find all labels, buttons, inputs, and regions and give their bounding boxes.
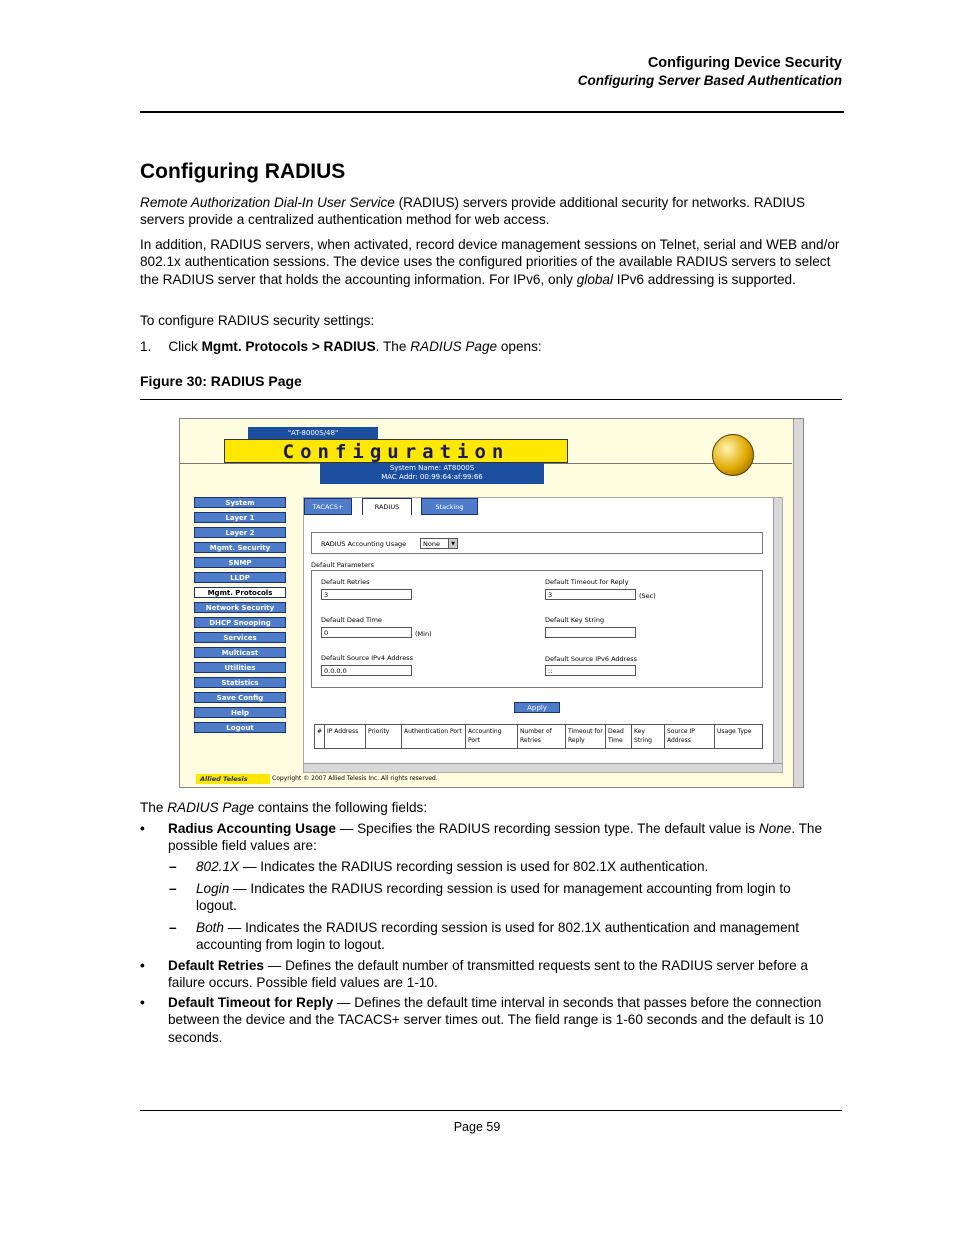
- bullet-marker: •: [140, 958, 145, 973]
- globe-logo-icon: [712, 434, 754, 476]
- system-info-box: [320, 463, 544, 484]
- header-rule: [140, 111, 844, 113]
- dash-marker: –: [169, 881, 177, 896]
- col-key-string: Key String: [632, 725, 665, 748]
- default-ipv4-input[interactable]: 0.0.0.0: [321, 665, 412, 676]
- figure-rule: [140, 399, 842, 400]
- col-ip-address: IP Address: [325, 725, 366, 748]
- intro-paragraph-2: In addition, RADIUS servers, when activated, record device management sessions on Telnet, serial and WEB and/or 802.1x authentication sessions. The device uses the configured priorities of the available RADIUS servers to select the RADIUS server that holds the accounting information. For IPv6, only global IPv6 addressing is supported.: [140, 237, 840, 287]
- step-1: 1. Click Mgmt. Protocols > RADIUS. The RADIUS Page opens:: [140, 339, 542, 354]
- page-number: Page 59: [453, 1120, 501, 1134]
- inner-vertical-scrollbar[interactable]: [773, 498, 782, 772]
- footer-rule: [140, 1110, 842, 1111]
- figure-caption: Figure 30: RADIUS Page: [140, 373, 302, 389]
- default-ipv4-label: Default Source IPv4 Address: [321, 654, 413, 662]
- radius-page-screenshot: [179, 418, 804, 788]
- col-source-ip-address: Source IP Address: [665, 725, 715, 748]
- allied-telesis-logo: Allied Telesis: [196, 774, 270, 784]
- radius-server-table-header: [314, 724, 763, 749]
- col-dead-time: Dead Time: [606, 725, 632, 748]
- intro-paragraph-3: To configure RADIUS security settings:: [140, 313, 375, 328]
- dash-marker: –: [169, 859, 177, 874]
- col-timeout-for-reply: Timeout for Reply: [566, 725, 606, 748]
- dash-marker: –: [169, 920, 177, 935]
- col-priority: Priority: [366, 725, 402, 748]
- fields-intro: The RADIUS Page contains the following fields:: [140, 800, 428, 815]
- default-ipv6-label: Default Source IPv6 Address: [545, 655, 637, 663]
- bullet-marker: •: [140, 995, 145, 1010]
- section-title: Configuring RADIUS: [140, 160, 346, 183]
- menu-snmp[interactable]: SNMP: [194, 557, 286, 568]
- menu-network-security[interactable]: Network Security: [194, 602, 286, 613]
- menu-layer-2[interactable]: Layer 2: [194, 527, 286, 538]
- accounting-usage-label: RADIUS Accounting Usage: [321, 540, 407, 548]
- page-vertical-scrollbar[interactable]: [793, 419, 803, 787]
- tab-tacacs[interactable]: TACACS+: [304, 498, 352, 515]
- dead-time-unit: (Min): [415, 630, 432, 638]
- configuration-title: Configuration: [282, 441, 510, 463]
- tab-stacking[interactable]: Stacking: [421, 498, 478, 515]
- menu-dhcp-snooping[interactable]: DHCP Snooping: [194, 617, 286, 628]
- default-retries-input[interactable]: 3: [321, 589, 412, 600]
- menu-mgmt-protocols[interactable]: Mgmt. Protocols: [194, 587, 286, 598]
- configuration-banner: [224, 439, 568, 463]
- menu-utilities[interactable]: Utilities: [194, 662, 286, 673]
- default-dead-time-label: Default Dead Time: [321, 616, 382, 624]
- inner-horizontal-scrollbar[interactable]: [304, 763, 782, 772]
- menu-services[interactable]: Services: [194, 632, 286, 643]
- chevron-down-icon: ▼: [448, 539, 457, 548]
- menu-multicast[interactable]: Multicast: [194, 647, 286, 658]
- running-header-title: Configuring Device Security: [647, 55, 842, 71]
- col-usage-type: Usage Type: [717, 728, 752, 735]
- menu-statistics[interactable]: Statistics: [194, 677, 286, 688]
- mac-address: MAC Addr: 00:99:64:af:99:66: [381, 473, 483, 481]
- menu-logout[interactable]: Logout: [194, 722, 286, 733]
- col-number: #: [315, 725, 325, 748]
- default-dead-time-input[interactable]: 0: [321, 627, 412, 638]
- menu-lldp[interactable]: LLDP: [194, 572, 286, 583]
- radius-content-panel: [303, 497, 783, 773]
- system-name: System Name: AT8000S: [389, 464, 475, 472]
- timeout-unit: (Sec): [639, 592, 656, 600]
- apply-button[interactable]: Apply: [514, 702, 560, 713]
- default-timeout-label: Default Timeout for Reply: [545, 578, 629, 586]
- accounting-usage-select[interactable]: None ▼: [420, 538, 458, 549]
- copyright-text: Copyright © 2007 Allied Telesis Inc. All rights reserved.: [272, 775, 438, 782]
- menu-save-config[interactable]: Save Config: [194, 692, 286, 703]
- default-ipv6-input[interactable]: ::: [545, 665, 636, 676]
- menu-layer-1[interactable]: Layer 1: [194, 512, 286, 523]
- intro-paragraph-1: Remote Authorization Dial-In User Service (RADIUS) servers provide additional security for networks. RADIUS servers provide a centralized authentication method for web access.: [140, 195, 806, 228]
- tab-radius[interactable]: RADIUS: [362, 498, 412, 515]
- running-header-subtitle: Configuring Server Based Authentication: [577, 73, 842, 88]
- default-parameters-label: Default Parameters: [311, 561, 375, 569]
- menu-help[interactable]: Help: [194, 707, 286, 718]
- bullet-marker: •: [140, 821, 145, 836]
- col-authentication-port: Authentication Port: [402, 725, 466, 748]
- default-key-string-label: Default Key String: [545, 616, 605, 624]
- default-timeout-input[interactable]: 3: [545, 589, 636, 600]
- menu-system[interactable]: System: [194, 497, 286, 508]
- default-retries-label: Default Retries: [321, 578, 370, 586]
- model-label: "AT-8000S/48": [248, 427, 378, 440]
- default-key-string-input[interactable]: [545, 627, 636, 638]
- col-accounting-port: Accounting Port: [466, 725, 518, 748]
- col-number-of-retries: Number of Retries: [518, 725, 566, 748]
- menu-mgmt-security[interactable]: Mgmt. Security: [194, 542, 286, 553]
